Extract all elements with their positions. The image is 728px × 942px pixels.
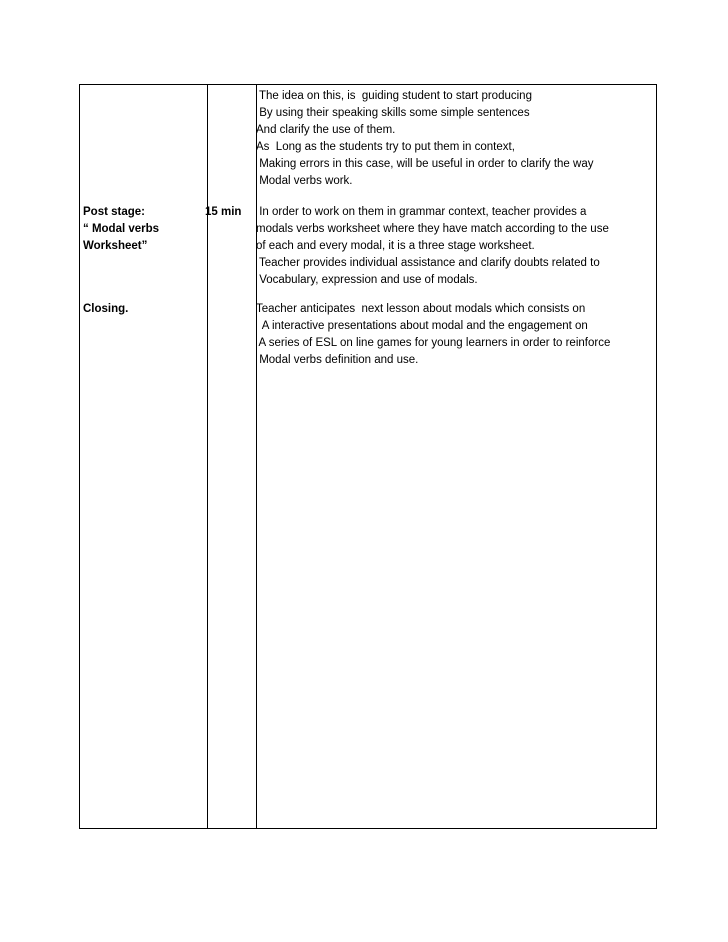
activity-line: Modal verbs work. [256,175,353,187]
activity-line: of each and every modal, it is a three stage worksheet. [256,240,535,252]
activity-line: Teacher provides individual assistance and clarify doubts related to [256,257,600,269]
stage-label-post: Post stage: [83,206,145,218]
activity-line: Modal verbs definition and use. [256,354,419,366]
activity-line: And clarify the use of them. [256,124,396,136]
activity-line: modals verbs worksheet where they have match according to the use [256,223,609,235]
lesson-plan-table [79,84,657,829]
activity-line: Vocabulary, expression and use of modals. [256,274,478,286]
activity-line: In order to work on them in grammar context, teacher provides a [256,206,587,218]
stage-label-post: Worksheet” [83,240,148,252]
stage-label-post: “ Modal verbs [83,223,160,235]
column-divider-time [256,85,257,828]
activity-line: By using their speaking skills some simple sentences [256,107,530,119]
activity-line: Teacher anticipates next lesson about modals which consists on [256,303,586,315]
column-divider-stage [207,85,208,828]
activity-line: Making errors in this case, will be useful in order to clarify the way [256,158,594,170]
activity-line: The idea on this, is guiding student to start producing [256,90,532,102]
activity-line: As Long as the students try to put them in context, [256,141,515,153]
activity-line: A interactive presentations about modal and the engagement on [256,320,588,332]
stage-time: 15 min [205,206,242,218]
stage-label-closing: Closing. [83,303,129,315]
activity-line: A series of ESL on line games for young learners in order to reinforce [256,337,611,349]
